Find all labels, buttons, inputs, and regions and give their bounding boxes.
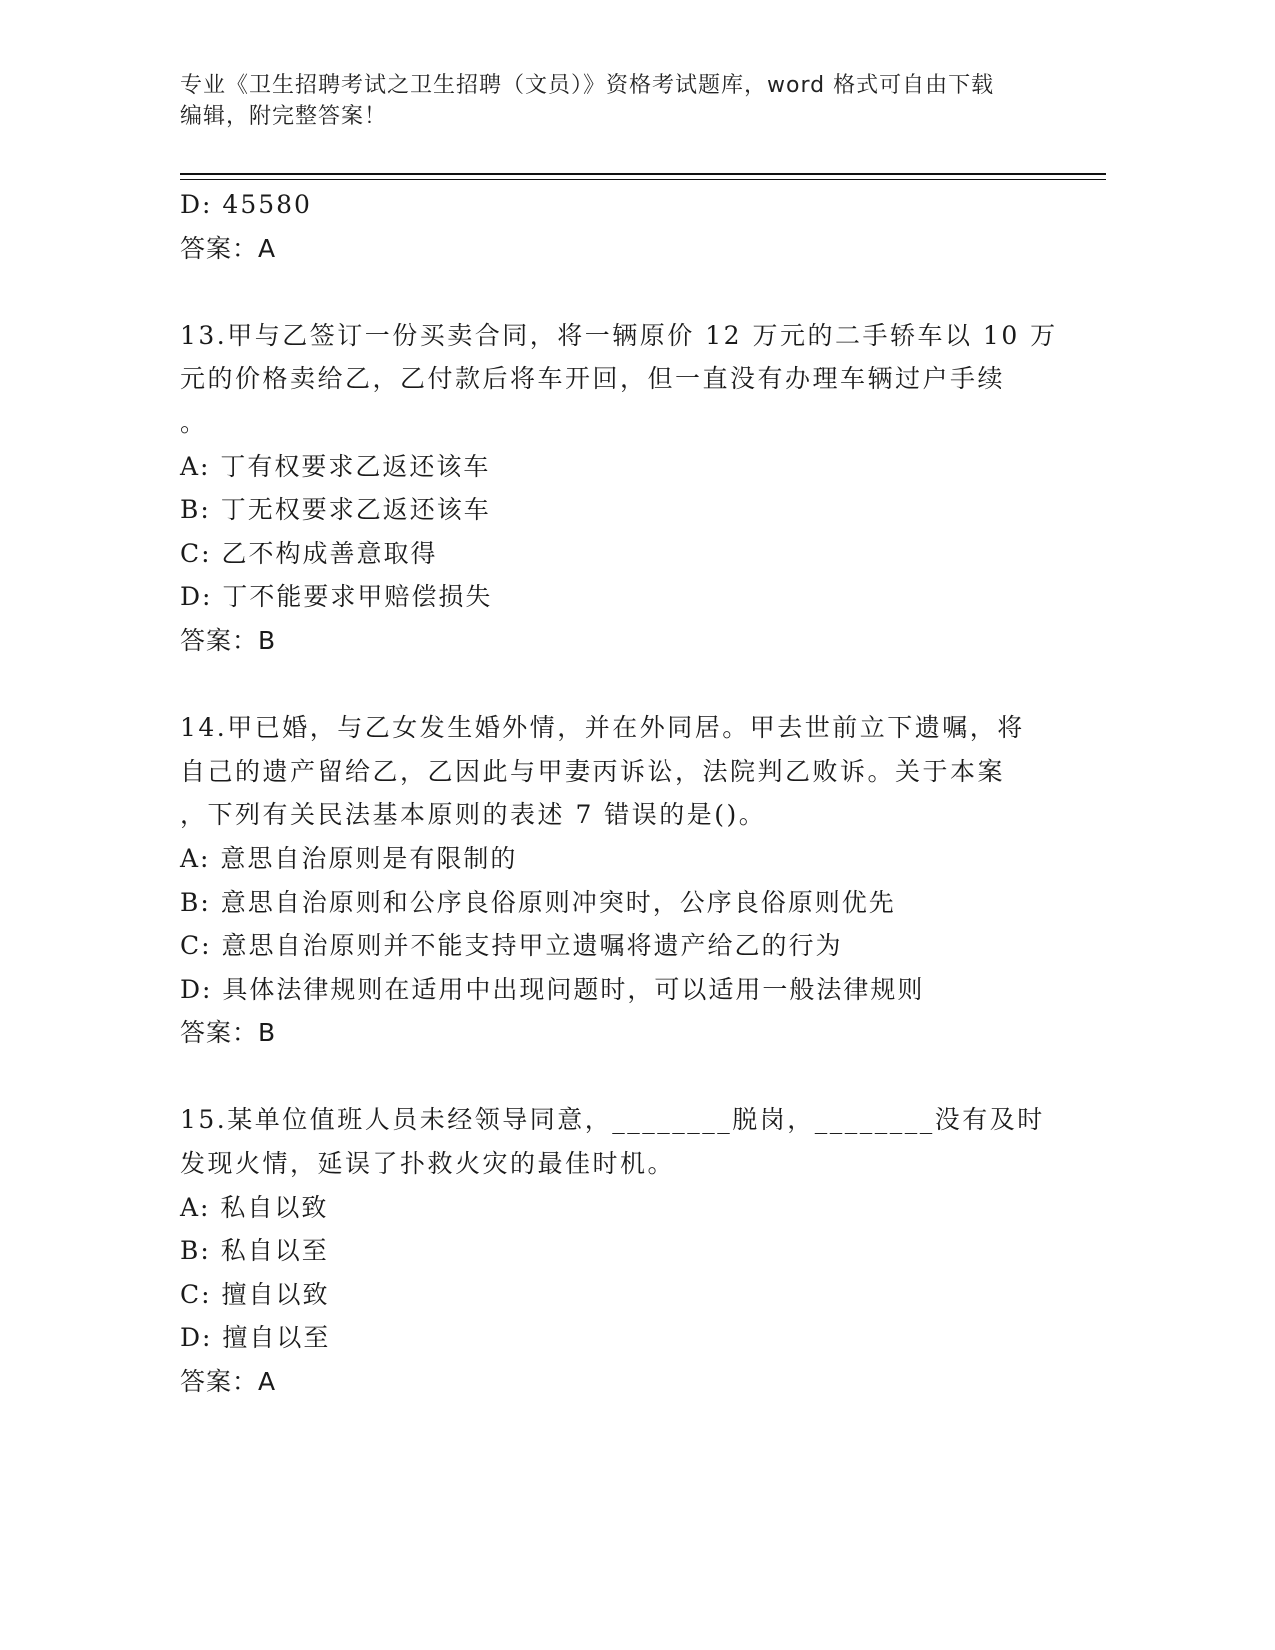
- option-c: C: 乙不构成善意取得: [180, 538, 438, 568]
- option-b: B: 丁无权要求乙返还该车: [180, 495, 491, 525]
- option-d: D: 45580: [180, 190, 312, 219]
- header-line-1: 专业《卫生招聘考试之卫生招聘（文员）》资格考试题库，word 格式可自由下载: [180, 73, 995, 98]
- option-d: D: 具体法律规则在适用中出现问题时，可以适用一般法律规则: [180, 974, 925, 1004]
- option-a: A: 私自以致: [180, 1192, 329, 1222]
- option-c: C: 意思自治原则并不能支持甲立遗嘱将遗产给乙的行为: [180, 931, 843, 961]
- previous-question-fragment: [180, 183, 1060, 270]
- option-a: A: 意思自治原则是有限制的: [180, 843, 518, 873]
- question-text-line: ，下列有关民法基本原则的表述 7 错误的是()。: [180, 800, 767, 830]
- question-text-line: 。: [180, 407, 208, 437]
- question-text-line: 15.某单位值班人员未经领导同意，________脱岗，________没有及时: [180, 1105, 1045, 1135]
- answer: 答案：B: [180, 625, 277, 655]
- option-b: B: 意思自治原则和公序良俗原则冲突时，公序良俗原则优先: [180, 887, 896, 917]
- question-text-line: 13.甲与乙签订一份买卖合同，将一辆原价 12 万元的二手轿车以 10 万: [180, 320, 1058, 350]
- question-13: [180, 314, 1060, 663]
- option-c: C: 擅自以致: [180, 1279, 330, 1309]
- question-15: [180, 1098, 1060, 1403]
- document-body: [180, 183, 1060, 1404]
- option-a: A: 丁有权要求乙返还该车: [180, 451, 491, 481]
- option-d: D: 擅自以至: [180, 1323, 331, 1353]
- answer: 答案：A: [180, 233, 277, 263]
- answer: 答案：A: [180, 1367, 277, 1397]
- question-text-line: 发现火情，延误了扑救火灾的最佳时机。: [180, 1149, 676, 1179]
- page-header: [180, 70, 1060, 132]
- option-d: D: 丁不能要求甲赔偿损失: [180, 582, 493, 612]
- question-text-line: 自己的遗产留给乙，乙因此与甲妻丙诉讼，法院判乙败诉。关于本案: [180, 756, 1006, 786]
- question-text-line: 14.甲已婚，与乙女发生婚外情，并在外同居。甲去世前立下遗嘱，将: [180, 713, 1025, 743]
- header-line-2: 编辑，附完整答案！: [180, 104, 388, 129]
- answer: 答案：B: [180, 1018, 277, 1048]
- header-divider-thick: [180, 173, 1106, 175]
- option-b: B: 私自以至: [180, 1236, 329, 1266]
- question-text-line: 元的价格卖给乙，乙付款后将车开回，但一直没有办理车辆过户手续: [180, 364, 1006, 394]
- question-14: [180, 706, 1060, 1055]
- header-divider-thin: [180, 179, 1106, 180]
